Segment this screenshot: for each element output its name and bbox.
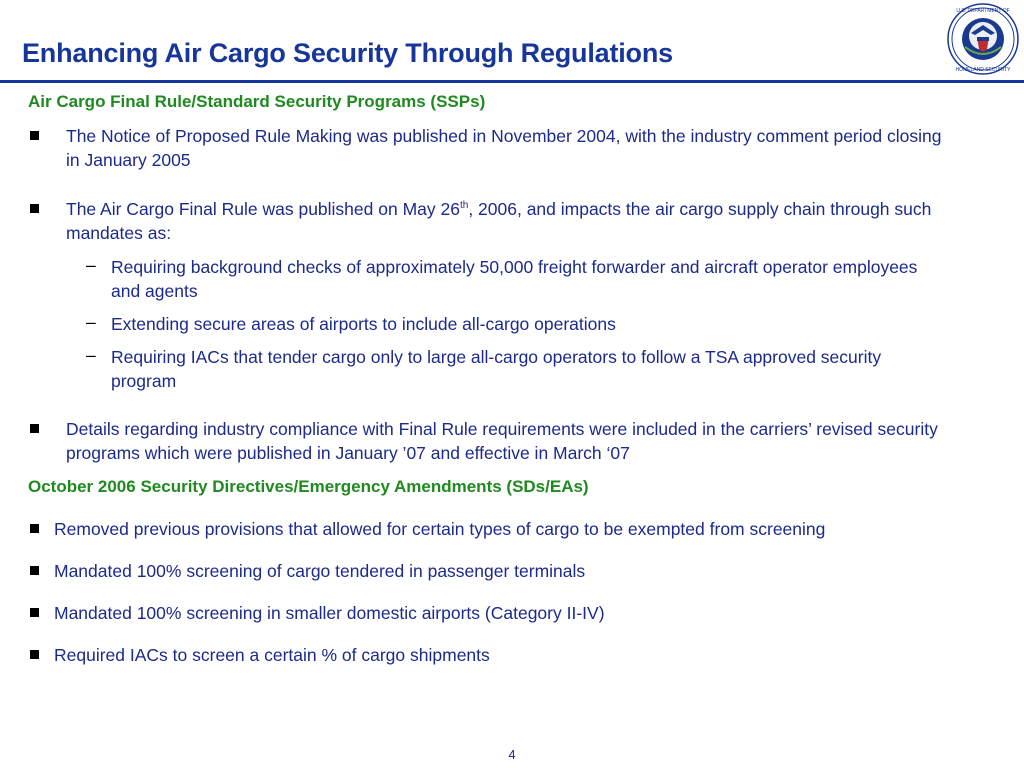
bullet-square [30, 650, 39, 659]
bullet-text-nprm: The Notice of Proposed Rule Making was published in November 2004, with the industry comment period closing in January 2005 [66, 126, 942, 170]
svg-text:HOMELAND SECURITY: HOMELAND SECURITY [955, 67, 1011, 73]
bullet-text-smaller-airports: Mandated 100% screening in smaller domestic airports (Category II-IV) [54, 603, 605, 623]
bullet-square [30, 131, 39, 140]
bullet-text-passenger-terminals: Mandated 100% screening of cargo tendered in passenger terminals [54, 561, 586, 581]
bullet-text-iacs-screen: Required IACs to screen a certain % of cargo shipments [54, 645, 490, 665]
bullet-text-exemptions: Removed previous provisions that allowed for certain types of cargo to be exempted from screening [54, 519, 826, 539]
bullet-text-final-rule: The Air Cargo Final Rule was published on May 26th, 2006, and impacts the air cargo supply chain through such mandates as: [66, 199, 932, 243]
dash-marker: – [86, 255, 96, 275]
svg-text:U.S. DEPARTMENT OF: U.S. DEPARTMENT OF [956, 8, 1010, 14]
bullet-square [30, 424, 39, 433]
bullet-square [30, 204, 39, 213]
page-title: Enhancing Air Cargo Security Through Regulations [22, 38, 673, 68]
subbullet-iacs-program: Requiring IACs that tender cargo only to large all-cargo operators to follow a TSA approved security program [111, 347, 882, 391]
bullet-square [30, 608, 39, 617]
dash-marker: – [86, 345, 96, 365]
subbullet-background-checks: Requiring background checks of approximately 50,000 freight forwarder and aircraft operator employees and agents [111, 257, 918, 301]
bullet-square [30, 566, 39, 575]
bullet-text-compliance: Details regarding industry compliance with Final Rule requirements were included in the carriers’ revised security programs which were published in January ’07 and effective in March ‘07 [66, 419, 938, 463]
page-number: 4 [508, 747, 516, 762]
section-heading-final-rule: Air Cargo Final Rule/Standard Security Programs (SSPs) [28, 92, 486, 111]
title-rule [0, 80, 1024, 83]
subbullet-secure-areas: Extending secure areas of airports to include all-cargo operations [111, 314, 616, 334]
section-heading-security-directives: October 2006 Security Directives/Emergency Amendments (SDs/EAs) [28, 477, 589, 496]
bullet-square [30, 524, 39, 533]
dash-marker: – [86, 312, 96, 332]
dhs-seal-logo [947, 3, 1019, 75]
